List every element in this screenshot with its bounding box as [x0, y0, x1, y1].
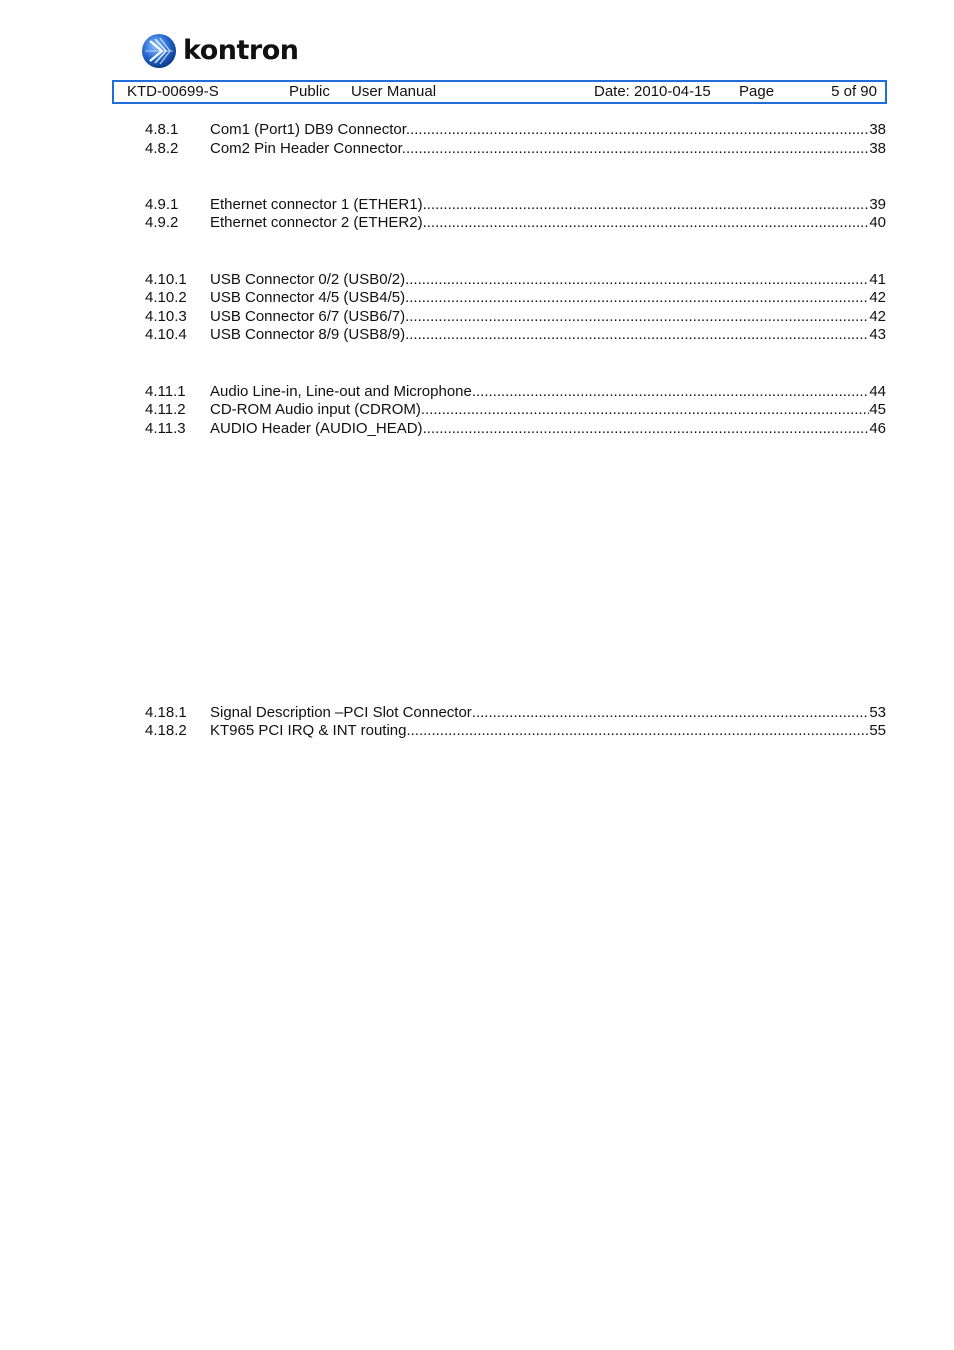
toc-entry[interactable]: [145, 383, 886, 401]
toc-number: 4.10.3: [145, 308, 187, 325]
toc-leader: [405, 289, 869, 307]
toc-number: 4.11.2: [145, 401, 186, 418]
toc-page: 41: [869, 271, 886, 288]
toc-title: Ethernet connector 2 (ETHER2): [210, 214, 423, 231]
toc-number: 4.18.2: [145, 722, 187, 739]
toc-number: 4.10.2: [145, 289, 187, 306]
toc-entry[interactable]: [145, 704, 886, 722]
toc-title: USB Connector 6/7 (USB6/7): [210, 308, 406, 325]
toc-leader: [423, 214, 870, 232]
toc-leader: [421, 401, 869, 419]
toc-entry[interactable]: [145, 308, 886, 326]
kontron-globe-icon: [141, 33, 177, 69]
toc-title: Com1 (Port1) DB9 Connector.: [210, 121, 411, 138]
document-id: KTD-00699-S: [127, 83, 219, 100]
toc-page: 42: [869, 308, 886, 325]
toc-page: 38: [869, 140, 886, 157]
toc-leader: [405, 308, 869, 326]
toc-page: 46: [869, 420, 886, 437]
toc-entry[interactable]: [145, 326, 886, 344]
toc-title: Audio Line-in, Line-out and Microphone: [210, 383, 472, 400]
toc-page: 55: [869, 722, 886, 739]
toc-leader: [406, 722, 869, 740]
page-label: Page: [739, 83, 775, 100]
toc-entry[interactable]: [145, 196, 886, 214]
toc-number: 4.10.1: [145, 271, 187, 288]
document-header: [112, 80, 887, 104]
toc-number: 4.8.2: [145, 140, 179, 157]
document-type: User Manual: [351, 83, 437, 100]
toc-leader: [472, 704, 870, 722]
toc-leader: [423, 196, 870, 214]
toc-page: 42: [869, 289, 886, 306]
toc-leader: [405, 271, 869, 289]
toc-page: 39: [869, 196, 886, 213]
toc-page: 45: [869, 401, 886, 418]
toc-leader: [423, 420, 870, 438]
document-date: Date: 2010-04-15: [594, 83, 711, 100]
toc-entry[interactable]: [145, 722, 886, 740]
toc-entry[interactable]: [145, 401, 886, 419]
toc-page: 53: [869, 704, 886, 721]
toc-entry[interactable]: [145, 289, 886, 307]
toc-number: 4.9.2: [145, 214, 179, 231]
toc-title: USB Connector 0/2 (USB0/2): [210, 271, 406, 288]
toc-entry[interactable]: [145, 420, 886, 438]
toc-title: KT965 PCI IRQ & INT routing: [210, 722, 407, 739]
toc-entry[interactable]: [145, 140, 886, 158]
toc-number: 4.10.4: [145, 326, 187, 343]
kontron-logo: [141, 33, 299, 69]
toc-number: 4.11.1: [145, 383, 186, 400]
toc-title: AUDIO Header (AUDIO_HEAD): [210, 420, 423, 437]
toc-entry[interactable]: [145, 214, 886, 232]
page-number: 5 of 90: [831, 83, 877, 100]
kontron-wordmark: kontron: [183, 35, 299, 66]
toc-title: CD-ROM Audio input (CDROM): [210, 401, 421, 418]
toc-title: USB Connector 4/5 (USB4/5): [210, 289, 406, 306]
toc-leader: [472, 383, 869, 401]
toc-number: 4.8.1: [145, 121, 179, 138]
classification: Public: [289, 83, 330, 100]
toc-page: 38: [869, 121, 886, 138]
toc-title: Signal Description –PCI Slot Connector: [210, 704, 472, 721]
toc-title: USB Connector 8/9 (USB8/9): [210, 326, 406, 343]
toc-page: 44: [869, 383, 886, 400]
toc-number: 4.9.1: [145, 196, 179, 213]
toc-number: 4.18.1: [145, 704, 187, 721]
toc-title: Com2 Pin Header Connector.: [210, 140, 406, 157]
toc-entry[interactable]: [145, 271, 886, 289]
toc-entry[interactable]: [145, 121, 886, 139]
toc-page: 40: [869, 214, 886, 231]
toc-number: 4.11.3: [145, 420, 186, 437]
toc-page: 43: [869, 326, 886, 343]
toc-leader: [405, 326, 869, 344]
toc-leader: [410, 121, 869, 139]
toc-title: Ethernet connector 1 (ETHER1): [210, 196, 423, 213]
toc-leader: [406, 140, 869, 158]
